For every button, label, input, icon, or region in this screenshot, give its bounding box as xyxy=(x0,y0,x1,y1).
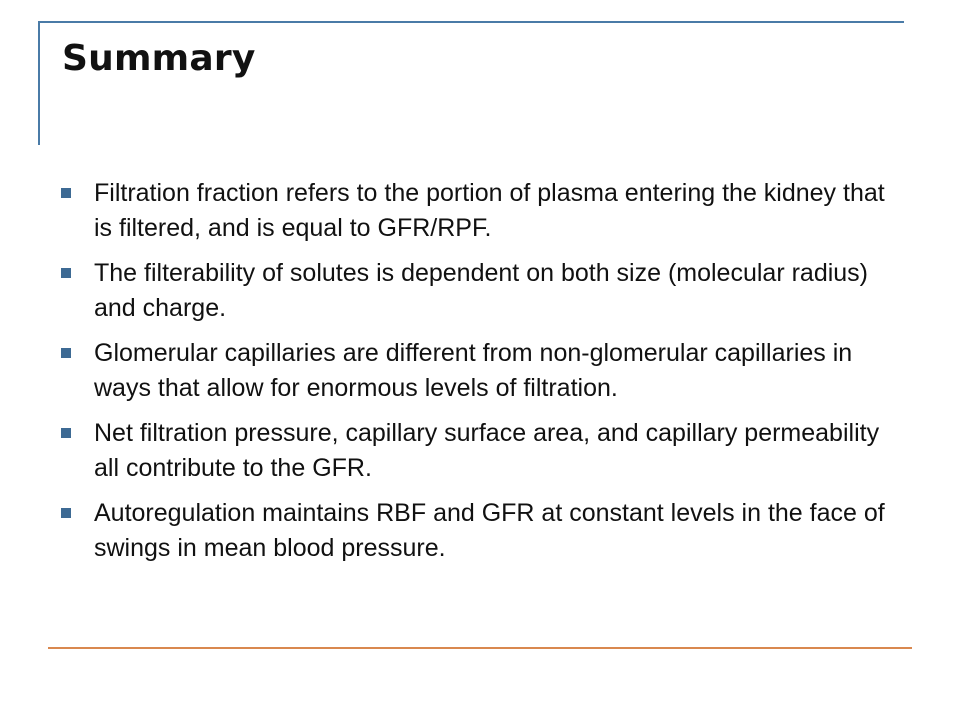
square-bullet-icon xyxy=(61,348,71,358)
square-bullet-icon xyxy=(61,428,71,438)
bullet-text: The filterability of solutes is dependent on both size (molecular radius) and charge. xyxy=(94,259,869,322)
bullet-item xyxy=(56,176,896,246)
bullet-item xyxy=(56,416,896,486)
bullet-text: Glomerular capillaries are different from non-glomerular capillaries in ways that allow for enormous levels of filtration. xyxy=(94,339,853,402)
frame-top-line xyxy=(38,21,904,23)
bullet-item xyxy=(56,256,896,326)
bullet-text: Autoregulation maintains RBF and GFR at constant levels in the face of swings in mean blood pressure. xyxy=(94,499,885,562)
frame-left-line xyxy=(38,21,40,145)
square-bullet-icon xyxy=(61,508,71,518)
square-bullet-icon xyxy=(61,188,71,198)
square-bullet-icon xyxy=(61,268,71,278)
bullet-item xyxy=(56,336,896,406)
slide-title: Summary xyxy=(62,38,256,79)
bullet-list xyxy=(56,176,896,576)
bottom-rule xyxy=(48,647,912,649)
bullet-text: Filtration fraction refers to the portion of plasma entering the kidney that is filtered, and is equal to GFR/RPF. xyxy=(94,179,885,242)
bullet-item xyxy=(56,496,896,566)
bullet-text: Net filtration pressure, capillary surface area, and capillary permeability all contribute to the GFR. xyxy=(94,419,880,482)
